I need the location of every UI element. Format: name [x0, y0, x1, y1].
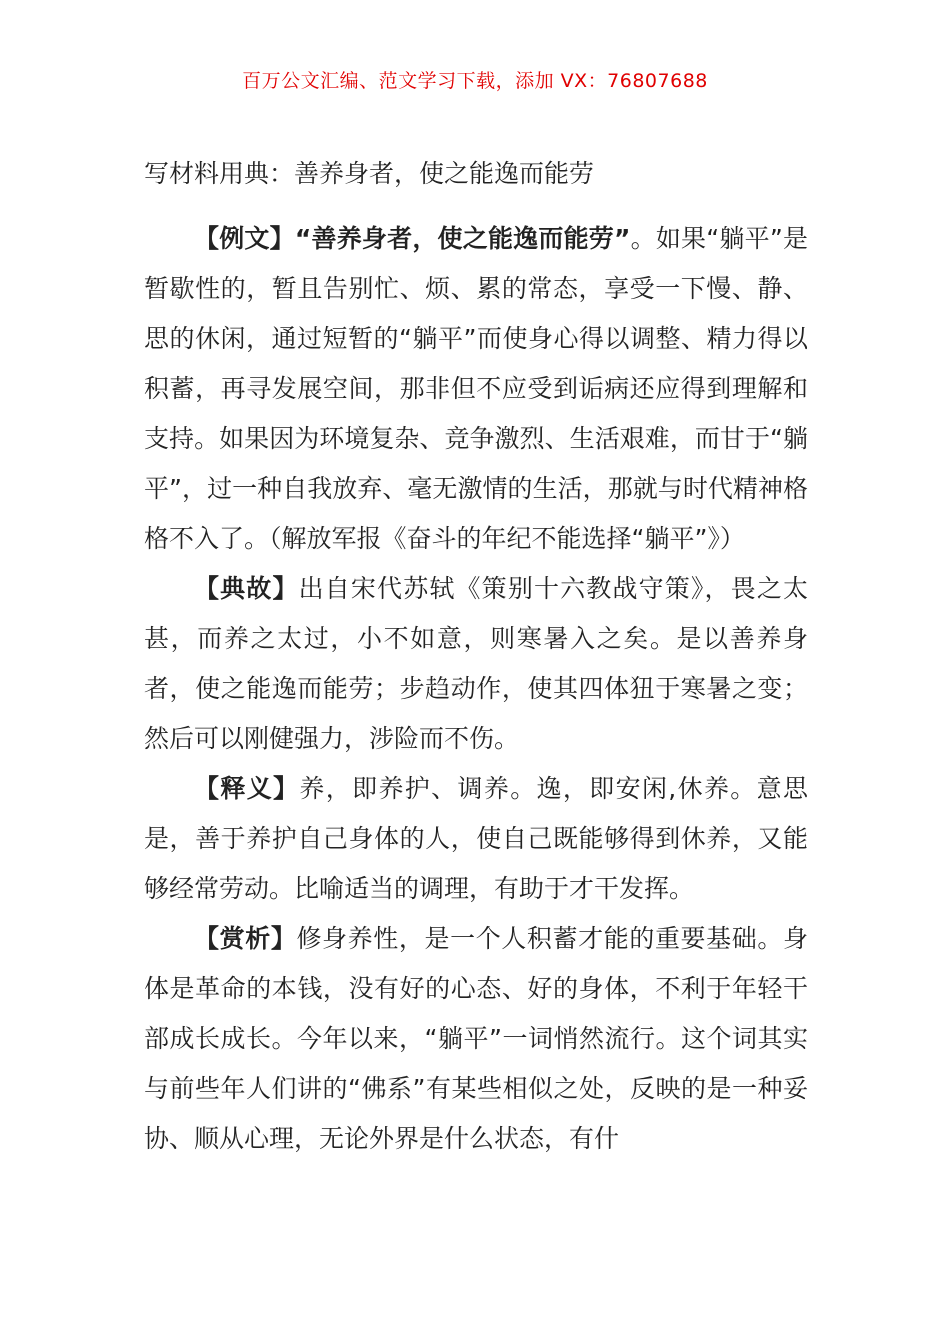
- meaning-text: 养，即养护、调养。逸，即安闲,休养。意思是，善于养护自己身体的人，使自己既能够得到休养，又能够经常劳动。比喻适当的调理，有助于才干发挥。: [144, 774, 808, 903]
- paragraph-appreciation: [144, 914, 808, 1164]
- allusion-text: 出自宋代苏轼《策别十六教战守策》，畏之太甚，而养之太过，小不如意，则寒暑入之矣。是以善养身者，使之能逸而能劳；步趋动作，使其四体狃于寒暑之变；然后可以刚健强力，涉险而不伤。: [144, 574, 808, 753]
- document-body: [144, 214, 808, 1164]
- example-tag: 【例文】: [194, 224, 295, 253]
- example-quote: “善养身者，使之能逸而能劳”: [294, 224, 631, 253]
- allusion-tag: 【典故】: [194, 574, 299, 603]
- header-banner: 百万公文汇编、范文学习下载，添加 VX：76807688: [242, 70, 708, 92]
- paragraph-meaning: [144, 764, 808, 914]
- paragraph-allusion: [144, 564, 808, 764]
- page-title: 写材料用典：善养身者，使之能逸而能劳: [144, 159, 595, 188]
- example-text: 。如果“躺平”是暂歇性的，暂且告别忙、烦、累的常态，享受一下慢、静、思的休闲，通过短暂的“躺平”而使身心得以调整、精力得以积蓄，再寻发展空间，那非但不应受到诟病还应得到理解和支持。如果因为环境复杂、竞争激烈、生活艰难，而甘于“躺平”，过一种自我放弃、毫无激情的生活，那就与时代精神格格不入了。（解放军报《奋斗的年纪不能选择“躺平”》）: [144, 224, 808, 553]
- appreciation-text: 修身养性，是一个人积蓄才能的重要基础。身体是革命的本钱，没有好的心态、好的身体，不利于年轻干部成长成长。今年以来，“躺平”一词悄然流行。这个词其实与前些年人们讲的“佛系”有某些相似之处，反映的是一种妥协、顺从心理，无论外界是什么状态，有什: [144, 924, 808, 1153]
- meaning-tag: 【释义】: [194, 774, 300, 803]
- appreciation-tag: 【赏析】: [194, 924, 297, 953]
- paragraph-example: [144, 214, 808, 564]
